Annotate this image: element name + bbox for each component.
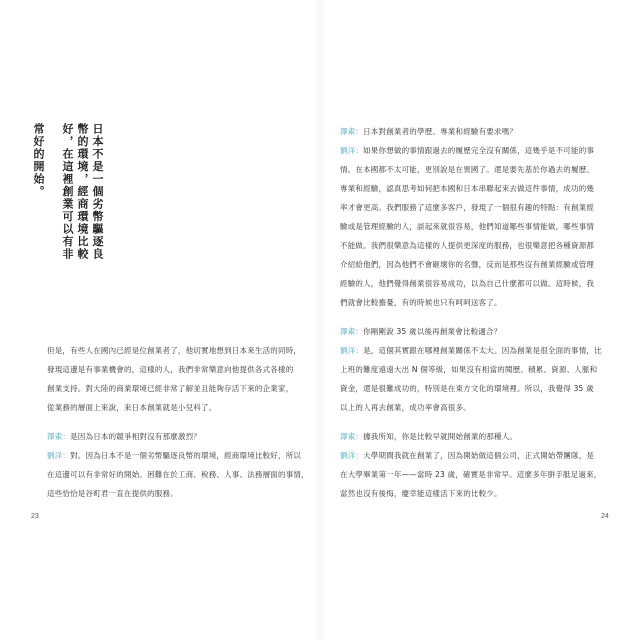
question-line xyxy=(340,122,615,141)
speaker-label: 劉洋： xyxy=(340,345,364,355)
text-line: 介紹給他們，因為他們不會砸壞你的名聲，反而是那些沒有創業經驗或管理 xyxy=(340,259,595,269)
pull-quote-column: 常好的開始。 xyxy=(32,123,45,198)
text-line: 不能做。我們很樂意為這樣的人提供更深度的服務，也很樂意把各種資源都 xyxy=(340,240,595,250)
speaker-label: 劉洋： xyxy=(47,450,71,460)
page-number-right: 24 xyxy=(601,513,609,520)
answer-line xyxy=(340,341,615,360)
text-line: 從業務的層面上來說，來日本創業就是小兒科了。 xyxy=(47,402,217,412)
text-line: 在這邊可以有非常好的開始。困難在於工商、稅務、人事、法務層面的事情， xyxy=(47,469,309,479)
line-text: 對。因為日本不是一個劣幣驅逐良幣的環境，經商環境比較好，所以 xyxy=(70,450,302,460)
line-text: 你剛剛說 35 歲以後再創業會比較適合？ xyxy=(363,326,502,336)
text-line: 經驗的人，他們覺得創業很容易成功，以為自己什麼都可以做。這時候，我 xyxy=(340,278,595,288)
pull-quote-column: 幣的環境，經商環境比較 xyxy=(76,123,89,261)
dialogue-block xyxy=(340,122,615,312)
text-block xyxy=(47,341,322,417)
left-page-text xyxy=(47,341,322,503)
text-line: 但是，有些人在國內已經是位創業者了，他切實地想到日本來生活的同時， xyxy=(47,345,302,355)
speaker-label: 劉洋： xyxy=(340,145,364,155)
line-text: 日本對創業者的學歷、專業和經驗有要求嗎？ xyxy=(363,126,518,136)
line-text: 是因為日本的競爭相對沒有那麼激烈？ xyxy=(70,431,202,441)
answer-line xyxy=(340,446,615,465)
book-gutter xyxy=(314,0,326,640)
page-number-left: 23 xyxy=(31,513,39,520)
text-line: 創業支持。對大陸的商業環境已經非常了解並且能夠存活下來的企業家， xyxy=(47,383,294,393)
dialogue-block xyxy=(47,427,322,503)
right-page-text xyxy=(340,122,615,503)
text-line: 在大學畢業第一年——當時 23 歲，確實是非常早。這麼多年胼手胝足過來， xyxy=(340,469,602,479)
line-text: 大學期間我就在創業了，因為開始做這個公司，正式開始帶團隊，是 xyxy=(363,450,595,460)
text-line: 以上的人再去創業，成功率會高很多。 xyxy=(340,402,471,412)
text-line: 這些恰恰是谷町君一直在提供的服務。 xyxy=(47,488,178,498)
line-text: 如果你想做的事情跟過去的履歷完全沒有關係，這幾乎是不可能的事 xyxy=(363,145,595,155)
text-line: 資金，還是很難成功的，特別是在東方文化的環境裡。所以，我覺得 35 歲 xyxy=(340,383,594,393)
text-line: 專業和經驗，認真思考如何把本國和日本串聯起來去做這件事情，成功的幾 xyxy=(340,183,595,193)
answer-line xyxy=(340,141,615,160)
text-line: 情。在本國都不太可能，更別說是在異國了。還是要先基於你過去的履歷、 xyxy=(340,164,595,174)
question-line xyxy=(47,427,322,446)
line-text: 是，這個其實跟在哪裡創業關係不太大。因為創業是很全面的事情，比 xyxy=(363,345,602,355)
text-line: 驗或是管理經驗的人，談起來就很容易，他們知道哪些事情能做，哪些事情 xyxy=(340,221,595,231)
text-line: 們就會比較擔憂，有的時候也只有呵呵送客了。 xyxy=(340,297,502,307)
question-line xyxy=(340,427,615,446)
speaker-label: 澤索： xyxy=(47,431,71,441)
speaker-label: 澤索： xyxy=(340,326,364,336)
text-line: 上班的難度遠遠大出 N 個等級，如果沒有相當的閱歷、積累、資源、人脈和 xyxy=(340,364,598,374)
answer-line xyxy=(47,446,322,465)
speaker-label: 澤索： xyxy=(340,126,364,136)
speaker-label: 澤索： xyxy=(340,431,364,441)
text-line: 發現這邊是有事業機會的，這樣的人，我們非常樂意向他提供各式各樣的 xyxy=(47,364,294,374)
text-line: 率才會更高。我們服務了這麼多客戶，發現了一個很有趣的特點：有創業經 xyxy=(340,202,595,212)
text-line: 當然也沒有後悔，慶幸能這樣活下來的比較少。 xyxy=(340,488,502,498)
question-line xyxy=(340,322,615,341)
line-text: 據我所知，你是比較早就開始創業的那種人。 xyxy=(363,431,518,441)
dialogue-block xyxy=(340,322,615,417)
dialogue-block xyxy=(340,427,615,503)
pull-quote-column: 日本不是一個劣幣驅逐良 xyxy=(91,123,104,261)
speaker-label: 劉洋： xyxy=(340,450,364,460)
pull-quote-column: 好，在這裡創業可以有非 xyxy=(61,123,74,261)
